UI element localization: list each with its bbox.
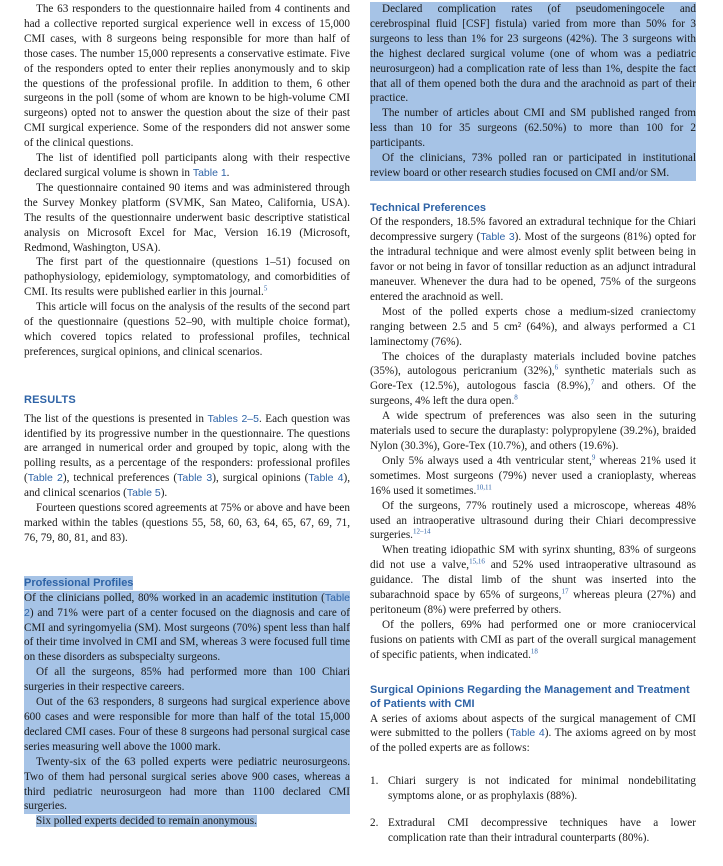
text: A series of axioms about aspects of the surgical management of CMI were submitted to the pollers (	[370, 712, 696, 740]
text: synthetic materials such as Gore-Tex (12.5%), autologous fascia (8.9%),	[370, 365, 696, 393]
paragraph	[370, 543, 696, 618]
list-number: 2.	[370, 817, 379, 830]
text: . Each question was identified by its progressive number in the questionnaire. The questions are arranged in numerical order and grouped by topic, along with the polling results, as a percentage of the responders: professional profiles (	[24, 412, 350, 485]
list-item	[370, 774, 696, 804]
highlighted-paragraph: Declared complication rates (of pseudomeningocele and cerebrospinal fluid [CSF] fistula) varied from more than 50% for 3 surgeons to less than 1% for 23 surgeons (42%). The 3 surgeons with the highest declared surgical volume (one of whom was a pediatric neurosurgeon) had a complication rate of less than 1%, despite the fact that all of them opened both the dura and the arachnoid as part of their practice.	[370, 3, 696, 105]
table-2-link[interactable]: Table 2	[24, 591, 350, 619]
surgical-opinions-heading: Surgical Opinions Regarding the Management and Treatment of Patients with CMI	[370, 683, 690, 711]
text: ). Most of the surgeons (81%) opted for the intradural technique and were almost evenly split between being in favor or not being in favor of tonsillar reduction as an adjunct intradural maneuver. Whenever the dura had to be opened, 75% of the surgeons entered the arachnoid as well.	[370, 231, 696, 303]
text: Six polled experts decided to remain anonymous.	[36, 815, 257, 828]
text: The first part of the questionnaire (questions 1–51) focused on pathophysiology, epidemiology, symptomatology, and comorbidities of CMI. Its results were published earlier in this journal.	[24, 256, 350, 299]
citation-12-14[interactable]: 12–14	[412, 527, 431, 536]
text: Of the pollers, 69% had performed one or more craniocervical fusions on patients with CMI as part of the overall surgical management of specific patients, when indicated.	[370, 618, 696, 661]
paragraph	[370, 215, 696, 304]
text: The choices of the duraplasty materials included bovine patches (35%), autologous pericranium (32%),	[370, 350, 696, 378]
citation-6[interactable]: 6	[554, 363, 559, 372]
citation-15-16[interactable]: 15,16	[469, 557, 485, 566]
highlighted-paragraph: Out of the 63 responders, 8 surgeons had surgical experience above 600 cases and were responsible for more than half of the total 15,000 declared CMI cases. Four of these 8 surgeons had personal surgical case series measuring well above the 1000 mark.	[24, 696, 350, 753]
table-3-link[interactable]: Table 3	[480, 231, 515, 244]
tables-2-5-link[interactable]: Tables 2–5	[207, 412, 259, 425]
paragraph: A wide spectrum of preferences was also seen in the suturing materials used to secure the duraplasty: polypropylene (39.2%), braided Nylon (30.3%), Gore-Tex (10.7%), and others (19.6%).	[370, 410, 696, 452]
text: ). The axioms agreed on by most of the polled experts are as follows:	[370, 727, 696, 755]
left-column	[24, 2, 350, 829]
citation-17[interactable]: 17	[561, 587, 569, 596]
text: Only 5% always used a 4th ventricular stent,	[382, 454, 592, 467]
paragraph	[370, 712, 696, 757]
text: and 52% used intraoperative ultrasound as guidance. The distal limb of the shunt was inserted into the subarachnoid space by 65% of surgeons,	[370, 559, 696, 602]
text: ), and clinical scenarios (	[24, 472, 351, 500]
text: The list of the questions is presented in	[24, 412, 208, 425]
right-column	[370, 2, 696, 846]
paragraph	[24, 412, 350, 501]
text: whereas pleura (27%) and peritoneum (8%) were preferred by others.	[370, 589, 696, 616]
paragraph	[24, 255, 350, 300]
text: The list of identified poll participants along with their respective declared surgical volume is shown in	[24, 152, 350, 179]
citation-5[interactable]: 5	[263, 284, 268, 293]
text: ), technical preferences (	[62, 472, 178, 485]
text: ), surgical opinions (	[212, 472, 309, 485]
text: Of the responders, 18.5% favored an extradural technique for the Chiari decompressive surgery (	[370, 216, 696, 244]
table-4-link[interactable]: Table 4	[308, 472, 344, 485]
axiom-list	[370, 774, 696, 846]
table-1-link[interactable]: Table 1	[192, 166, 227, 179]
text: Of the surgeons, 77% routinely used a microscope, whereas 48% used an intraoperative ultrasound during their Chiari decompressive surgeries.	[370, 499, 696, 542]
professional-profiles-heading: Professional Profiles	[24, 576, 134, 589]
citation-7[interactable]: 7	[590, 378, 595, 387]
highlighted-paragraph: The number of articles about CMI and SM published ranged from less than 10 for 35 surgeons (62.50%) to more than 100 for 2 participants.	[370, 107, 696, 150]
text: Of the clinicians polled, 80% worked in an academic institution (	[24, 591, 325, 604]
text: ).	[160, 487, 168, 500]
paragraph: This article will focus on the analysis of the results of the second part of the questionnaire (questions 52–90, with multiple choice format), which covered topics related to professional profiles, technical preferences, surgical opinions, and clinical scenarios.	[24, 301, 350, 358]
list-number: 1.	[370, 775, 379, 788]
paragraph	[370, 618, 696, 663]
text: ) and 71% were part of a center focused on the diagnosis and care of CMI and syringomyelia (SM). Most surgeons (70%) spent less than half of their time involved in CMI and SM, whereas 3 were focused full time on these disorders as subspecialty surgeons.	[24, 606, 350, 664]
results-heading: RESULTS	[24, 393, 76, 406]
highlighted-paragraph	[24, 814, 350, 829]
list-item	[370, 816, 696, 846]
citation-10-11[interactable]: 10,11	[476, 482, 492, 491]
technical-preferences-heading: Technical Preferences	[370, 201, 486, 214]
paragraph	[370, 454, 696, 499]
paragraph: The questionnaire contained 90 items and was administered through the Survey Monkey platform (SVMK, San Mateo, California, USA). The results of the questionnaire underwent basic descriptive statistical analysis on Microsoft Excel for Mac, Version 16.19 (Microsoft, Redmond, Washington, USA).	[24, 181, 350, 254]
text: whereas 21% used it sometimes. Most surgeons (79%) never used a cranioplasty, whereas 16% used it sometimes.	[370, 454, 696, 497]
table-2-link[interactable]: Table 2	[27, 472, 63, 485]
paragraph: Fourteen questions scored agreements at 75% or above and have been marked within the tables (questions 55, 58, 60, 63, 64, 65, 67, 69, 71, 76, 79, 80, 81, and 83).	[24, 502, 350, 544]
citation-9[interactable]: 9	[591, 453, 596, 462]
paragraph: The 63 responders to the questionnaire hailed from 4 continents and had a collective reported surgical experience well in excess of 15,000 CMI cases, with 8 surgeons being responsible for more than half of those cases. The number 15,000 represents a conservative estimate. Five of the responders opted to enter their replies anonymously and to skip the questions of the professional profile. In addition to them, 6 other surgeons in the poll (some of whom are known to be high-volume CMI surgeons) opted not to answer the question about the size of their past CMI surgical experience. Some of the responders did not answer some of the clinical questions.	[24, 3, 350, 150]
list-text: Chiari surgery is not indicated for minimal nondebilitating symptoms alone, or as prophylaxis (88%).	[388, 775, 696, 803]
highlighted-paragraph: Twenty-six of the 63 polled experts were pediatric neurosurgeons. Two of them had personal surgical series above 900 cases, whereas a third pediatric neurosurgeon had more than 1100 declared CMI surgeries.	[24, 755, 350, 813]
list-text: Extradural CMI decompressive techniques have a lower complication rate than their intradural counterparts (80%).	[388, 817, 696, 844]
highlighted-paragraph: Of all the surgeons, 85% had performed more than 100 Chiari surgeries in their respective careers.	[24, 666, 350, 694]
paragraph: Most of the polled experts chose a medium-sized craniectomy ranging between 2.5 and 5 cm² (64%), and always performed a C1 laminectomy (76%).	[370, 305, 696, 348]
citation-8[interactable]: 8	[514, 393, 518, 402]
paragraph	[370, 350, 696, 410]
highlighted-paragraph: Of the clinicians, 73% polled ran or participated in institutional review board or other research studies focused on CMI and/or SM.	[370, 152, 696, 179]
text: .	[226, 166, 230, 179]
paragraph	[370, 499, 696, 544]
table-3-link[interactable]: Table 3	[177, 472, 213, 485]
text: When treating idiopathic SM with syrinx shunting, 83% of surgeons did not use a valve,	[370, 544, 696, 572]
table-4-link[interactable]: Table 4	[510, 727, 545, 740]
paragraph	[24, 151, 350, 181]
text: and others. Of the surgeons, 4% left the dura open.	[370, 380, 696, 408]
highlighted-paragraph	[24, 591, 350, 666]
citation-18[interactable]: 18	[530, 646, 538, 655]
table-5-link[interactable]: Table 5	[126, 487, 161, 500]
